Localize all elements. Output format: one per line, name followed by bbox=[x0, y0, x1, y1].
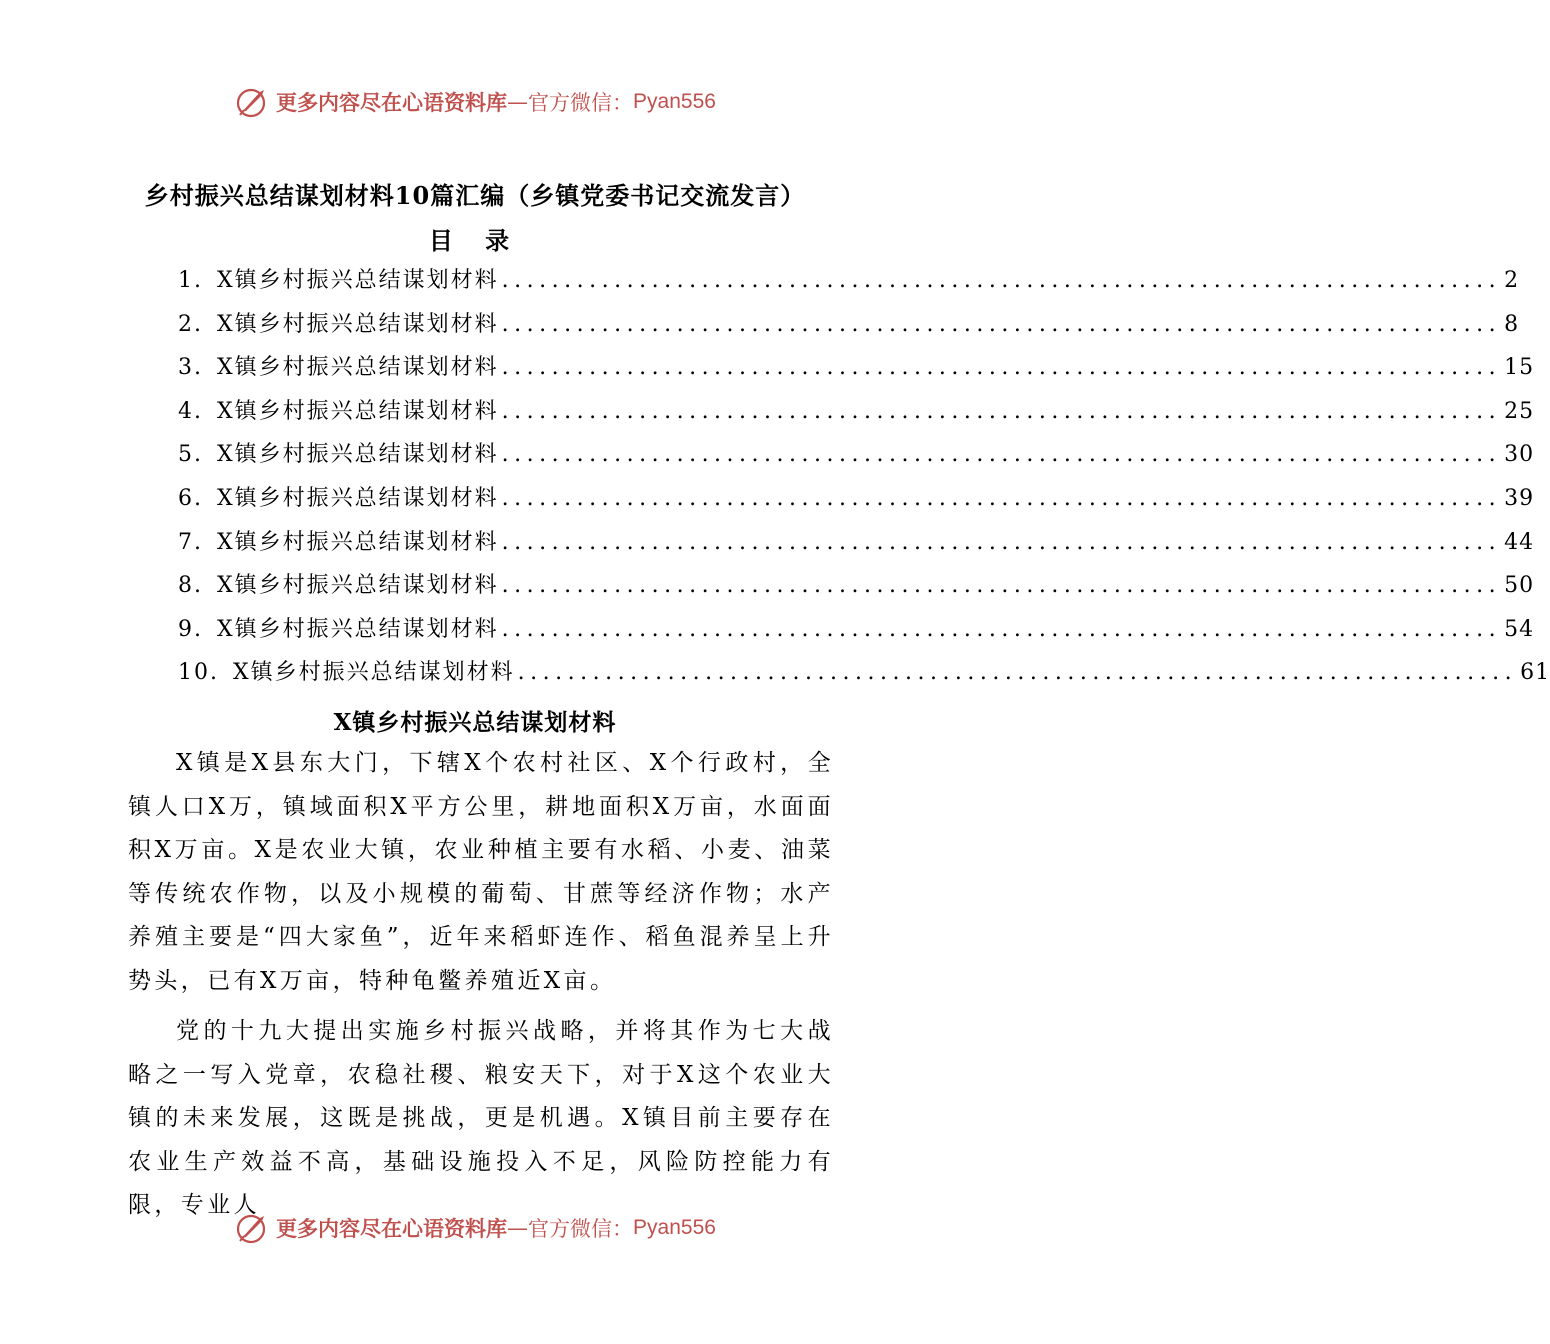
toc-item-title: X镇乡村振兴总结谋划材料 bbox=[217, 268, 499, 293]
toc-item-title: X镇乡村振兴总结谋划材料 bbox=[217, 398, 499, 424]
toc-item[interactable] bbox=[178, 568, 1535, 612]
toc-item-page: 8 bbox=[1504, 311, 1520, 337]
toc-item-number: 8. bbox=[178, 573, 203, 599]
toc-leader-dots: ................................................................................ bbox=[501, 268, 1502, 293]
toc-item-page: 15 bbox=[1504, 355, 1535, 381]
watermark-main-text: 更多内容尽在心语资料库 bbox=[276, 91, 508, 115]
toc-item[interactable] bbox=[178, 437, 1535, 481]
toc-item-number: 9. bbox=[178, 616, 203, 642]
toc-leader-dots: ................................................................................ bbox=[501, 616, 1502, 642]
toc-leader-dots: ................................................................................ bbox=[501, 442, 1502, 468]
watermark-wechat-id: Pyan556 bbox=[633, 90, 716, 113]
toc-leader-dots: ................................................................................ bbox=[501, 529, 1502, 555]
header-watermark bbox=[0, 84, 950, 120]
quill-logo-icon bbox=[234, 1210, 270, 1246]
toc-leader-dots: ................................................................................ bbox=[501, 485, 1502, 511]
toc-item-page: 25 bbox=[1504, 398, 1535, 424]
toc-item-title: X镇乡村振兴总结谋划材料 bbox=[233, 660, 515, 686]
watermark-separator: — bbox=[507, 90, 529, 114]
body-paragraph: X镇是X县东大门，下辖X个农村社区、X个行政村，全镇人口X万，镇域面积X平方公里，耕地面积X万亩，水面面积X万亩。X是农业大镇，农业种植主要有水稻、小麦、油菜等传统农作物，以及小规模的葡萄、甘蔗等经济作物；水产养殖主要是“四大家鱼”，近年来稻虾连作、稻鱼混养呈上升势头，已有X万亩，特种龟鳖养殖近X亩。 bbox=[128, 750, 834, 994]
watermark-wechat-id: Pyan556 bbox=[633, 1216, 716, 1239]
toc-item-number: 4. bbox=[178, 398, 203, 424]
toc-item-number: 1. bbox=[178, 268, 203, 293]
toc-heading: 目 录 bbox=[428, 226, 522, 255]
toc-item-title: X镇乡村振兴总结谋划材料 bbox=[217, 355, 499, 381]
toc-item[interactable] bbox=[178, 525, 1535, 569]
toc-item[interactable] bbox=[178, 655, 1550, 699]
toc-item-number: 2. bbox=[178, 311, 203, 337]
toc-leader-dots: ................................................................................ bbox=[501, 355, 1502, 381]
toc-item-number: 3. bbox=[178, 355, 203, 381]
toc-item-page: 61 bbox=[1520, 660, 1550, 686]
toc-item-number: 7. bbox=[178, 529, 203, 555]
watermark-wechat-label: 官方微信： bbox=[528, 91, 634, 115]
watermark-separator: — bbox=[507, 1216, 529, 1240]
toc-item-number: 5. bbox=[178, 442, 203, 468]
table-of-contents bbox=[178, 263, 1550, 699]
toc-item[interactable] bbox=[178, 612, 1535, 656]
body-paragraph: 党的十九大提出实施乡村振兴战略，并将其作为七大战略之一写入党章，农稳社稷、粮安天下，对于X这个农业大镇的未来发展，这既是挑战，更是机遇。X镇目前主要存在农业生产效益不高，基础设施投入不足，风险防控能力有限，专业人 bbox=[128, 1018, 834, 1219]
watermark-main-text: 更多内容尽在心语资料库 bbox=[276, 1217, 508, 1241]
footer-watermark bbox=[0, 1210, 950, 1246]
toc-item-title: X镇乡村振兴总结谋划材料 bbox=[217, 573, 499, 599]
document-title: 乡村振兴总结谋划材料10篇汇编（乡镇党委书记交流发言） bbox=[144, 181, 806, 210]
watermark-wechat-label: 官方微信： bbox=[528, 1217, 634, 1241]
toc-item[interactable] bbox=[178, 481, 1535, 525]
toc-item-page: 44 bbox=[1504, 529, 1535, 555]
toc-item-title: X镇乡村振兴总结谋划材料 bbox=[217, 616, 499, 642]
toc-item-title: X镇乡村振兴总结谋划材料 bbox=[217, 311, 499, 337]
toc-item[interactable] bbox=[178, 307, 1520, 351]
toc-item[interactable] bbox=[178, 263, 1520, 307]
toc-item-title: X镇乡村振兴总结谋划材料 bbox=[217, 442, 499, 468]
toc-item[interactable] bbox=[178, 350, 1535, 394]
toc-item[interactable] bbox=[178, 394, 1535, 438]
section-title: X镇乡村振兴总结谋划材料 bbox=[333, 709, 617, 736]
toc-leader-dots: ................................................................................ bbox=[501, 398, 1502, 424]
toc-leader-dots: ................................................................................ bbox=[501, 573, 1502, 599]
toc-item-number: 6. bbox=[178, 485, 203, 511]
toc-leader-dots: ................................................................................ bbox=[501, 311, 1502, 337]
toc-item-page: 50 bbox=[1504, 573, 1535, 599]
toc-item-number: 10. bbox=[178, 660, 219, 686]
toc-item-title: X镇乡村振兴总结谋划材料 bbox=[217, 485, 499, 511]
toc-leader-dots: ................................................................................ bbox=[517, 660, 1518, 686]
toc-item-page: 39 bbox=[1504, 485, 1535, 511]
toc-item-page: 30 bbox=[1504, 442, 1535, 468]
quill-logo-icon bbox=[234, 84, 270, 120]
toc-item-page: 2 bbox=[1504, 268, 1520, 293]
toc-item-page: 54 bbox=[1504, 616, 1535, 642]
toc-item-title: X镇乡村振兴总结谋划材料 bbox=[217, 529, 499, 555]
